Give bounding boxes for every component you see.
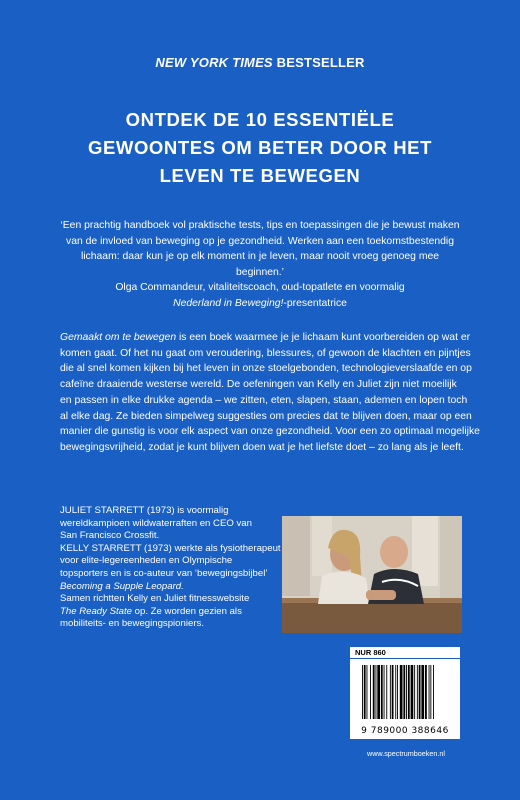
description-line: die al snel komen kijken bij het leven in onze stoelgebonden, technologieverslaafde en op [60, 363, 472, 375]
bio-text: op. Ze worden gezien als [132, 605, 242, 617]
bio-line [60, 581, 270, 594]
kelly-book-title: Becoming a Supple Leopard. [60, 580, 184, 592]
quote-attribution-role [58, 296, 462, 312]
description-line: cafeïne draaiende westerse wereld. De oefeningen van Kelly en Juliet zijn niet moeilijk [60, 379, 457, 391]
website-title: The Ready State [60, 605, 132, 617]
bio-line: topsporters en is co-auteur van ‘bewegingsbijbel’ [60, 567, 268, 579]
isbn-number: 9 789000 388646 [361, 726, 449, 736]
quote-attribution: Olga Commandeur, vitaliteitscoach, oud-topatlete en voormalig [115, 282, 405, 293]
author-photo [282, 516, 462, 633]
headline [0, 106, 520, 190]
bio-line: KELLY STARRETT (1973) werkte als fysiotherapeut [60, 542, 281, 554]
description-line: komen gaat. Of het nu gaat om veroudering, blessures, of gewoon de klachten en pijntjes [60, 347, 471, 359]
bio-line: Samen richtten Kelly en Juliet fitnesswebsite [60, 593, 250, 605]
bio-line [60, 606, 270, 619]
tv-show-title: Nederland in Beweging! [173, 297, 284, 309]
bio-line: JULIET STARRETT (1973) is voormalig [60, 505, 229, 516]
bestseller-banner [0, 55, 520, 70]
description-line: bewegingsvrijheid, zodat je kunt blijven doen wat je het liefste doet – zo lang als je leeft. [60, 441, 464, 453]
author-bio [60, 505, 281, 631]
book-title: Gemaakt om te bewegen [60, 332, 177, 343]
bio-line: wereldkampioen wildwaterraften en CEO van [60, 517, 252, 529]
description-line: en passen in elke drukke agenda – we zitten, eten, slapen, staan, ademen en lopen toch [60, 394, 468, 406]
bio-line: mobiliteits- en bewegingspioniers. [60, 618, 204, 630]
barcode [350, 659, 460, 739]
description-line [60, 330, 471, 346]
role-suffix: -presentatrice [283, 297, 347, 309]
bio-line: San Francisco Crossfit. [60, 530, 160, 542]
barcode-bars [350, 659, 460, 725]
quote-line: lichaam: daar kun je op elk moment in je leven, maar nooit vroeg genoeg mee beginnen.’ [80, 251, 440, 278]
review-quote [58, 218, 462, 311]
bio-line: voor elite-legereenheden en Olympische [60, 555, 233, 567]
book-description [60, 330, 480, 456]
description-line: manier die gunstig is voor elk aspect van onze gezondheid. Voor een zo optimaal mogelijke [60, 426, 480, 438]
bestseller-label: BESTSELLER [276, 55, 365, 70]
quote-line: van de invloed van beweging op je gezondheid. Werken aan een toekomstbestendig [66, 235, 454, 247]
nur-code: NUR 860 [350, 647, 460, 658]
description-line: al elke dag. Ze bieden simpelweg suggesties om precies dat te blijven doen, maar op een [60, 410, 472, 422]
publisher-website: www.spectrumboeken.nl [367, 749, 445, 758]
bestseller-publication: NEW YORK TIMES [155, 55, 273, 70]
headline-line: GEWOONTES OM BETER DOOR HET [87, 137, 433, 158]
description-text: is een boek waarmee je je lichaam kunt voorbereiden op wat er [176, 332, 471, 343]
headline-line: LEVEN TE BEWEGEN [159, 165, 361, 186]
quote-line: ‘Een prachtig handboek vol praktische tests, tips en toepassingen die je bewust maken [60, 220, 460, 231]
headline-line: ONTDEK DE 10 ESSENTIËLE [125, 109, 395, 130]
